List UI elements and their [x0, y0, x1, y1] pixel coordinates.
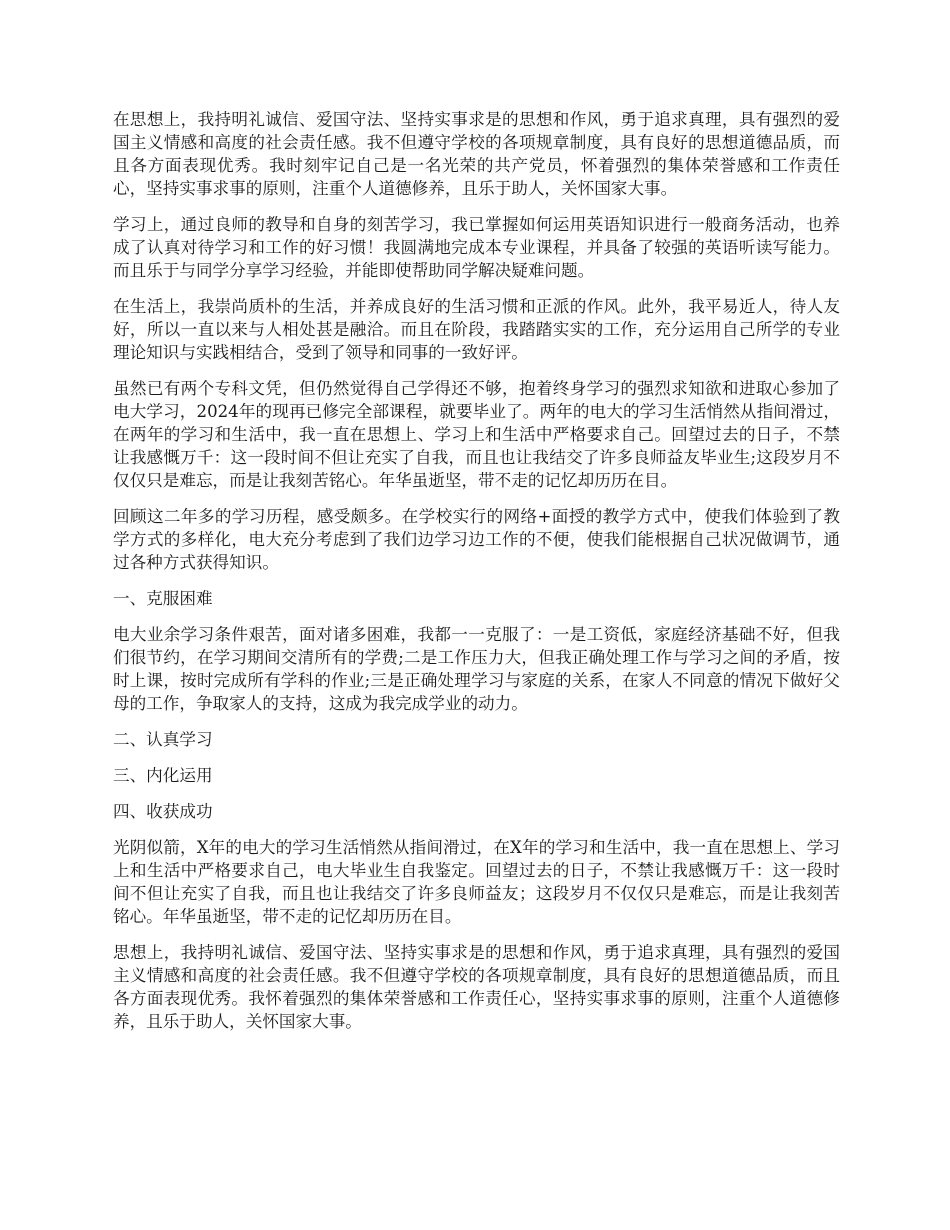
- section-heading-success: 四、收获成功: [113, 802, 213, 821]
- paragraph-further-study: 虽然已有两个专科文凭，但仍然觉得自己学得还不够，抱着终身学习的强烈求知欲和进取心参加了电大学习，2024年的现再已修完全部课程，就要毕业了。两年的电大的学习生活悄然从指间滑过，在两年的学习和生活中，我一直在思想上、学习上和生活中严格要求自己。回望过去的日子，不禁让我感慨万千：这一段时间不但让充实了自我，而且也让我结交了许多良师益友毕业生;这段岁月不仅仅只是难忘，而是让我刻苦铭心。年华虽逝坚，带不走的记忆却历历在目。: [113, 379, 840, 490]
- paragraph-review: 回顾这二年多的学习历程，感受颇多。在学校实行的网络+面授的教学方式中，使我们体验到了教学方式的多样化，电大充分考虑到了我们边学习边工作的不便，使我们能根据自己状况做调节，通过各种方式获得知识。: [113, 507, 840, 572]
- paragraph-ideology: 思想上，我持明礼诚信、爱国守法、坚持实事求是的思想和作风，勇于追求真理，具有强烈的爱国主义情感和高度的社会责任感。我不但遵守学校的各项规章制度，具有良好的思想道德品质，而且各方面表现优秀。我怀着强烈的集体荣誉感和工作责任心，坚持实事求事的原则，注重个人道德修养，且乐于助人，关怀国家大事。: [113, 943, 840, 1031]
- section-heading-overcome: 一、克服困难: [113, 589, 213, 608]
- paragraph-thought: 在思想上，我持明礼诚信、爱国守法、坚持实事求是的思想和作风，勇于追求真理，具有强烈的爱国主义情感和高度的社会责任感。我不但遵守学校的各项规章制度，具有良好的思想道德品质，而且各方面表现优秀。我时刻牢记自己是一名光荣的共产党员，怀着强烈的集体荣誉感和工作责任心，坚持实事求事的原则，注重个人道德修养，且乐于助人，关怀国家大事。: [113, 110, 840, 198]
- section-heading-study: 二、认真学习: [113, 730, 213, 749]
- document-body: [113, 108, 840, 1046]
- paragraph-study: 学习上，通过良师的教导和自身的刻苦学习，我已掌握如何运用英语知识进行一般商务活动，也养成了认真对待学习和工作的好习惯！我圆满地完成本专业课程，并具备了较强的英语听读写能力。而且乐于与同学分享学习经验，并能即使帮助同学解决疑难问题。: [113, 215, 840, 280]
- paragraph-life: 在生活上，我崇尚质朴的生活，并养成良好的生活习惯和正派的作风。此外，我平易近人，待人友好，所以一直以来与人相处甚是融洽。而且在阶段，我踏踏实实的工作，充分运用自己所学的专业理论知识与实践相结合，受到了领导和同事的一致好评。: [113, 297, 840, 362]
- paragraph-time-flies: 光阴似箭，X年的电大的学习生活悄然从指间滑过，在X年的学习和生活中，我一直在思想上、学习上和生活中严格要求自己，电大毕业生自我鉴定。回望过去的日子，不禁让我感慨万千：这一段时间不但让充实了自我，而且也让我结交了许多良师益友；这段岁月不仅仅只是难忘，而是让我刻苦铭心。年华虽逝坚，带不走的记忆却历历在目。: [113, 838, 840, 926]
- paragraph-difficulties: 电大业余学习条件艰苦，面对诸多困难，我都一一克服了：一是工资低，家庭经济基础不好，但我们很节约，在学习期间交清所有的学费;二是工作压力大，但我正确处理工作与学习之间的矛盾，按时上课，按时完成所有学科的作业;三是正确处理学习与家庭的关系，在家人不同意的情况下做好父母的工作，争取家人的支持，这成为我完成学业的动力。: [113, 625, 840, 713]
- section-heading-apply: 三、内化运用: [113, 766, 213, 785]
